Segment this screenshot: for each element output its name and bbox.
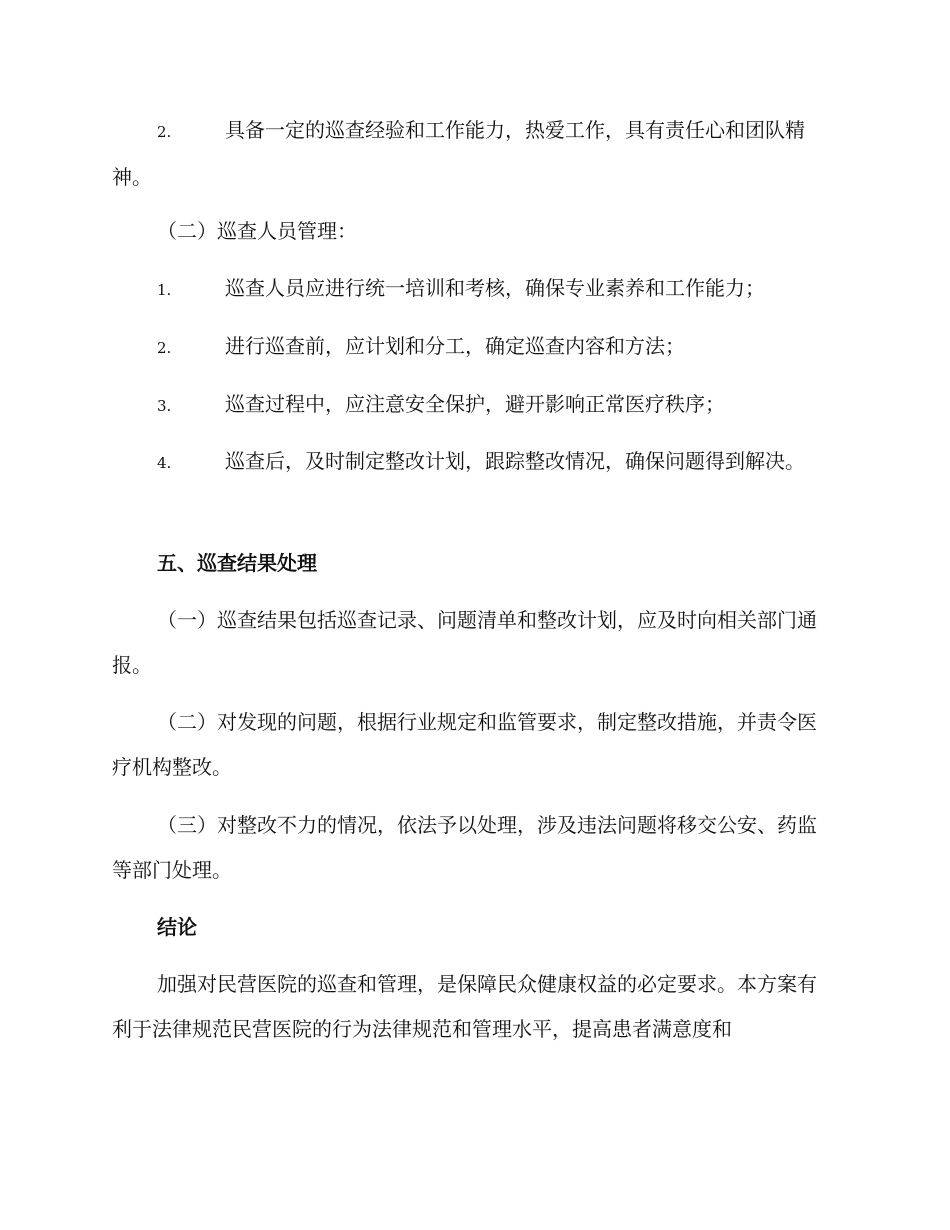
paragraph: （三）对整改不力的情况，依法予以处理，涉及违法问题将移交公安、药监等部门处理。	[112, 813, 817, 882]
list-number: 4.	[157, 454, 172, 472]
paragraph: （一）巡查结果包括巡查记录、问题清单和整改计划，应及时向相关部门通报。	[112, 608, 817, 677]
list-number: 3.	[157, 397, 172, 415]
list-number: 2.	[157, 339, 172, 357]
list-item-text: 巡查后，及时制定整改计划，跟踪整改情况，确保问题得到解决。	[225, 449, 805, 473]
subsection-heading: （二）巡查人员管理：	[157, 219, 357, 243]
section-heading: 结论	[157, 915, 197, 939]
list-number: 2.	[157, 123, 172, 141]
paragraph: 加强对民营医院的巡查和管理，是保障民众健康权益的必定要求。本方案有利于法律规范民营医院的行为法律规范和管理水平，提高患者满意度和	[112, 972, 817, 1041]
paragraph: （二）对发现的问题，根据行业规定和监管要求，制定整改措施，并责令医疗机构整改。	[112, 710, 817, 779]
list-item-text: 巡查人员应进行统一培训和考核，确保专业素养和工作能力；	[225, 276, 765, 300]
list-number: 1.	[157, 281, 172, 299]
list-item	[112, 108, 834, 200]
list-item-text: 进行巡查前，应计划和分工，确定巡查内容和方法；	[225, 334, 685, 358]
section-heading: 五、巡查结果处理	[157, 551, 317, 575]
list-item	[112, 439, 834, 486]
list-item-text: 巡查过程中，应注意安全保护，避开影响正常医疗秩序；	[225, 392, 725, 416]
list-item-text: 具备一定的巡查经验和工作能力，热爱工作，具有责任心和团队精神。	[112, 118, 805, 189]
list-item	[112, 266, 834, 313]
list-item	[112, 324, 834, 371]
list-item	[112, 382, 834, 429]
